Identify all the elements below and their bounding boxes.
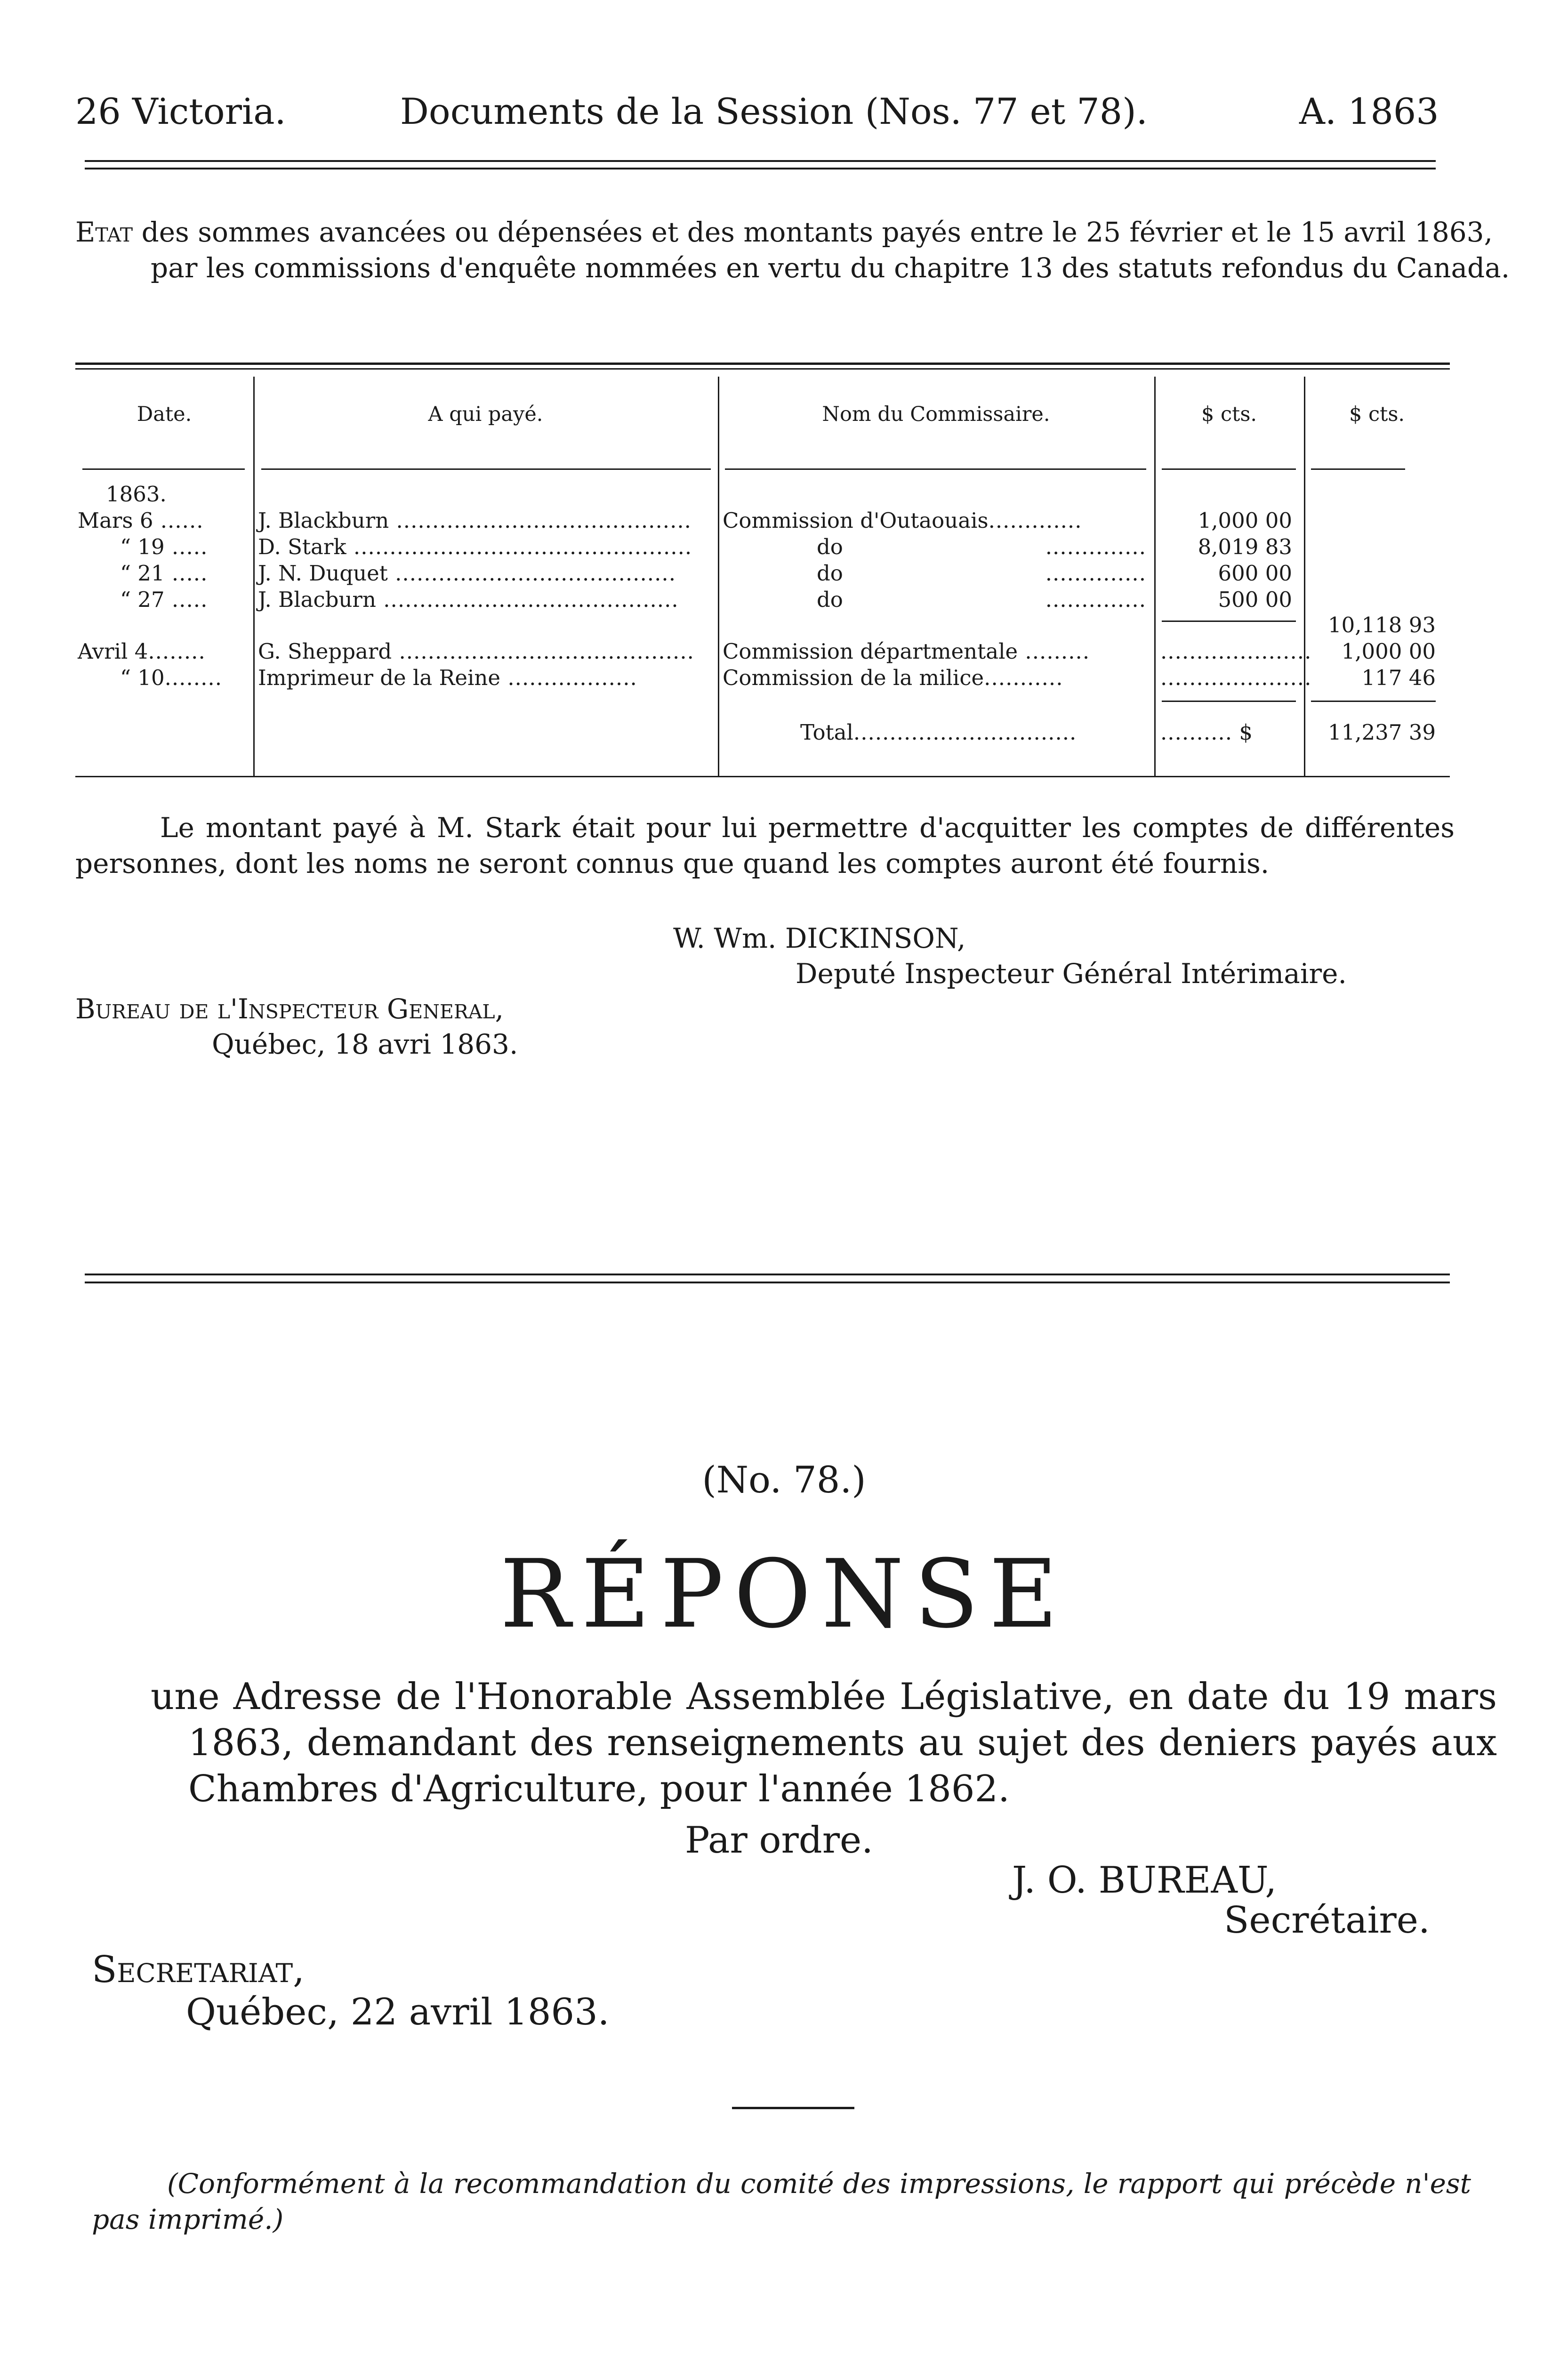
reply-heading: RÉPONSE bbox=[499, 1540, 1069, 1649]
statement-text: des sommes avancées ou dépensées et des montants payés entre le 25 février et le 15 avril 1863, par les commissions d'enquête nommées en vertu du chapitre 13 des statuts refondus du Canada. bbox=[133, 216, 1510, 284]
section-rule-2 bbox=[85, 1282, 1450, 1283]
table-col-line-3 bbox=[1154, 377, 1156, 777]
table-col-line-1 bbox=[253, 377, 255, 777]
bureau-line2: Québec, 18 avri 1863. bbox=[212, 1028, 518, 1060]
statement-lead: Etat bbox=[75, 216, 133, 248]
row-commissioner: Commission de la milice........... bbox=[723, 665, 1063, 690]
row-date: Mars 6 bbox=[78, 508, 153, 533]
reply-signer-title: Secrétaire. bbox=[1224, 1899, 1430, 1942]
footnote: (Conformément à la recommandation du comité des impressions, le rapport qui précède n'est pas imprimé.) bbox=[92, 2168, 1471, 2235]
col-header-payee: A qui payé. bbox=[428, 403, 543, 426]
row-amount1: 600 00 bbox=[1218, 561, 1292, 586]
table-year: 1863. bbox=[106, 482, 167, 507]
header-left: 26 Victoria. bbox=[75, 90, 286, 132]
row-amount1-dots: ..................... bbox=[1160, 639, 1312, 664]
note-text: Le montant payé à M. Stark était pour lui permettre d'acquitter les comptes de différentes personnes, dont les noms ne seront connus que quand les comptes auront été fournis. bbox=[75, 812, 1455, 879]
row-payee: J. Blackburn ......................................... bbox=[258, 508, 692, 533]
signature-title: Deputé Inspecteur Général Intérimaire. bbox=[796, 958, 1347, 990]
table-row-1: Mars 6 ...... bbox=[78, 508, 204, 533]
subtotal-rule bbox=[1162, 621, 1296, 622]
reply-signer: J. O. BUREAU, bbox=[1012, 1859, 1277, 1902]
row-amount2: 117 46 bbox=[1361, 665, 1436, 690]
secretariat-line1: Secretariat, bbox=[92, 1949, 305, 1991]
header-center: Documents de la Session (Nos. 77 et 78). bbox=[400, 90, 1148, 132]
row-payee: J. N. Duquet ....................................... bbox=[258, 561, 676, 586]
header-right: A. 1863 bbox=[1299, 90, 1439, 132]
header-underline-commissioner bbox=[725, 468, 1146, 470]
row-commissioner: Commission d'Outaouais............. bbox=[723, 508, 1082, 533]
row-date: “ 10 bbox=[120, 665, 165, 690]
signature-name: W. Wm. DICKINSON, bbox=[673, 922, 966, 954]
section-rule-1 bbox=[85, 1274, 1450, 1275]
statement-intro bbox=[75, 214, 1530, 286]
row-amount1: 500 00 bbox=[1218, 587, 1292, 612]
table-row-7: “ 10........ bbox=[78, 665, 222, 691]
header-underline-amount1 bbox=[1162, 468, 1296, 470]
header-underline-date bbox=[82, 468, 245, 470]
total-rule-1 bbox=[1162, 701, 1296, 702]
bureau-line1: Bureau de l'Inspecteur General, bbox=[75, 993, 504, 1025]
reply-number: (No. 78.) bbox=[702, 1459, 866, 1501]
row-commissioner: Commission départmentale ......... bbox=[723, 639, 1090, 664]
row-commissioner: do .............. bbox=[817, 587, 1146, 612]
header-underline-amount2 bbox=[1311, 468, 1405, 470]
col-header-amount1: $ cts. bbox=[1201, 403, 1257, 426]
table-top-rule-2 bbox=[75, 368, 1450, 370]
total-rule-2 bbox=[1311, 701, 1436, 702]
row-date: “ 19 bbox=[120, 534, 165, 559]
row-date: “ 21 bbox=[120, 561, 165, 586]
table-row-6: Avril 4........ bbox=[78, 639, 206, 664]
row-date: “ 27 bbox=[120, 587, 165, 612]
secretariat-line2: Québec, 22 avril 1863. bbox=[186, 1991, 610, 2033]
header-rule-2 bbox=[85, 168, 1436, 169]
table-bottom-rule bbox=[75, 776, 1450, 777]
col-header-date: Date. bbox=[137, 403, 192, 426]
table-col-line-4 bbox=[1304, 377, 1305, 777]
table-top-rule-1 bbox=[75, 363, 1450, 365]
row-commissioner: do .............. bbox=[817, 561, 1146, 586]
row-amount1: 1,000 00 bbox=[1198, 508, 1292, 533]
row-amount2: 1,000 00 bbox=[1341, 639, 1436, 664]
row-date: Avril 4 bbox=[78, 639, 148, 664]
short-divider bbox=[732, 2107, 854, 2109]
total-currency: .......... $ bbox=[1160, 720, 1253, 745]
row-payee: G. Sheppard ......................................... bbox=[258, 639, 694, 664]
row-payee: D. Stark ............................................... bbox=[258, 534, 692, 559]
header-rule-1 bbox=[85, 160, 1436, 162]
row-payee: J. Blacburn ......................................... bbox=[258, 587, 679, 612]
row-commissioner: do .............. bbox=[817, 534, 1146, 559]
total-label: Total............................... bbox=[800, 720, 1077, 745]
subtotal-value: 10,118 93 bbox=[1327, 613, 1436, 637]
row-amount1-dots: ..................... bbox=[1160, 665, 1312, 690]
table-row-2: “ 19 ..... bbox=[78, 534, 208, 560]
table-col-line-2 bbox=[718, 377, 719, 777]
total-value: 11,237 39 bbox=[1327, 720, 1436, 745]
par-ordre: Par ordre. bbox=[685, 1819, 873, 1862]
table-row-4: “ 27 ..... bbox=[78, 587, 208, 613]
col-header-commissioner: Nom du Commissaire. bbox=[822, 403, 1050, 426]
row-amount1: 8,019 83 bbox=[1198, 534, 1292, 559]
row-payee: Imprimeur de la Reine .................. bbox=[258, 665, 637, 690]
reply-text: une Adresse de l'Honorable Assemblée Législative, en date du 19 mars 1863, demandant des renseignements au sujet des deniers payés aux Chambres d'Agriculture, pour l'année 1862. bbox=[151, 1676, 1497, 1810]
table-row-3: “ 21 ..... bbox=[78, 560, 208, 587]
header-underline-payee bbox=[261, 468, 711, 470]
col-header-amount2: $ cts. bbox=[1349, 403, 1405, 426]
